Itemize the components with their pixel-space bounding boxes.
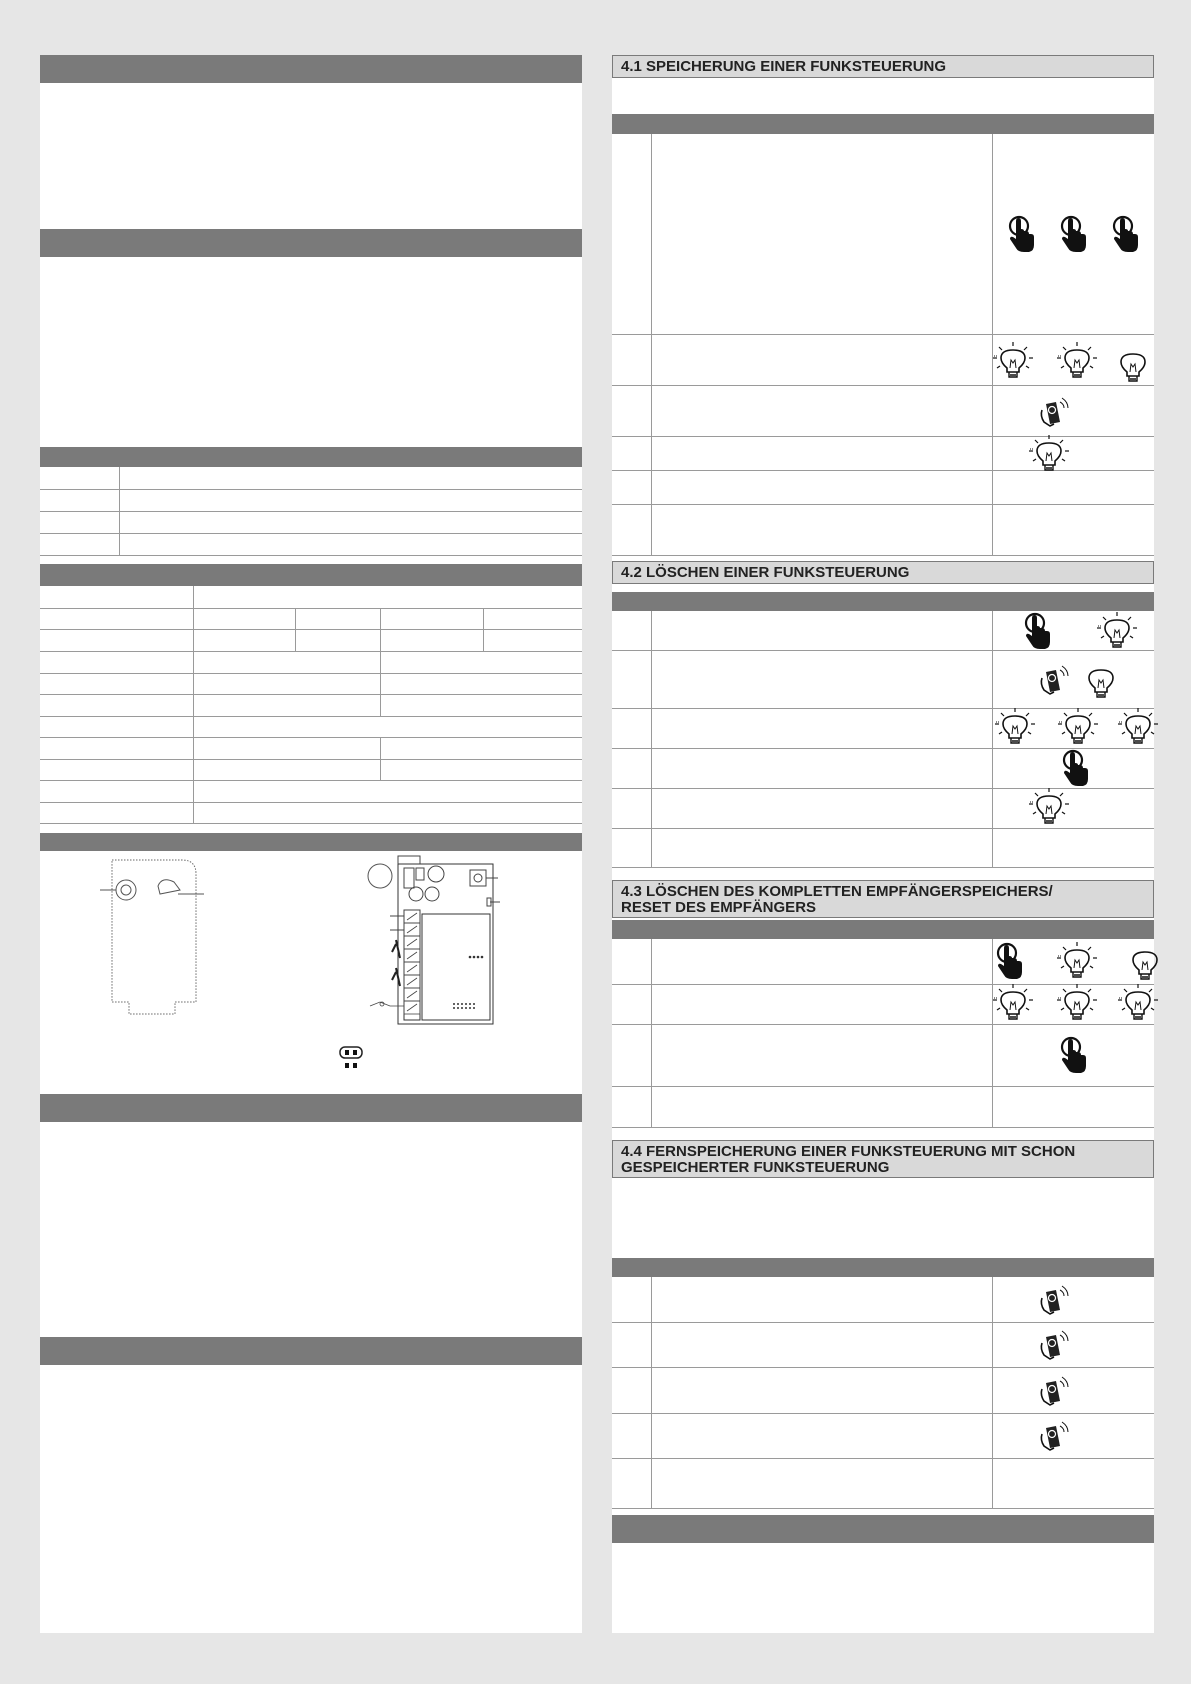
section-4-1-title: 4.1 SPEICHERUNG EINER FUNKSTEUERUNG bbox=[612, 55, 1154, 78]
led-bulb-icon bbox=[995, 710, 1035, 750]
left-section-bar-4 bbox=[40, 1337, 582, 1365]
led-bulb-icon bbox=[1097, 614, 1137, 654]
led-bulb-icon bbox=[1029, 437, 1069, 477]
table-4-1-header bbox=[612, 114, 1154, 134]
hand-press-icon bbox=[1111, 215, 1145, 255]
led-bulb-icon bbox=[1113, 348, 1153, 388]
section-4-3-title bbox=[612, 880, 1154, 918]
left-figure-header bbox=[40, 833, 582, 851]
section-4-2-title: 4.2 LÖSCHEN EINER FUNKSTEUERUNG bbox=[612, 561, 1154, 584]
receiver-board-drawing bbox=[360, 854, 500, 1024]
remote-control-icon bbox=[1040, 396, 1070, 430]
remote-control-icon bbox=[1040, 1375, 1070, 1409]
table-4-2-header bbox=[612, 592, 1154, 611]
left-section-bar-3 bbox=[40, 1094, 582, 1122]
hand-press-icon bbox=[1007, 215, 1041, 255]
led-bulb-icon bbox=[993, 986, 1033, 1026]
led-bulb-icon bbox=[1081, 664, 1121, 704]
hand-press-icon bbox=[1059, 1036, 1093, 1076]
section-4-3-title-line2: RESET DES EMPFÄNGERS bbox=[621, 899, 817, 916]
table-4-3-header bbox=[612, 920, 1154, 939]
right-column bbox=[612, 55, 1154, 1633]
hand-press-icon bbox=[995, 942, 1029, 982]
led-bulb-icon bbox=[1057, 986, 1097, 1026]
led-bulb-icon bbox=[1057, 944, 1097, 984]
led-bulb-icon bbox=[1118, 986, 1158, 1026]
led-bulb-icon bbox=[1118, 710, 1158, 750]
led-bulb-icon bbox=[1058, 710, 1098, 750]
receiver-housing-drawing bbox=[100, 860, 210, 1020]
section-4-4-title-line1: 4.4 FERNSPEICHERUNG EINER FUNKSTEUERUNG MIT SCHON bbox=[621, 1143, 1076, 1160]
hand-press-icon bbox=[1061, 749, 1095, 789]
left-section-bar-1 bbox=[40, 55, 582, 83]
section-4-3-title-line1: 4.3 LÖSCHEN DES KOMPLETTEN EMPFÄNGERSPEICHERS/ bbox=[621, 883, 1053, 900]
led-bulb-icon bbox=[1057, 344, 1097, 384]
section-4-4-title bbox=[612, 1140, 1154, 1178]
table-4-4-header bbox=[612, 1258, 1154, 1277]
hand-press-icon bbox=[1059, 215, 1093, 255]
right-section-bar-bottom bbox=[612, 1515, 1154, 1543]
section-4-4-title-line2: GESPEICHERTER FUNKSTEUERUNG bbox=[621, 1159, 890, 1176]
jumper-icon bbox=[338, 1046, 366, 1074]
led-bulb-icon bbox=[993, 344, 1033, 384]
remote-control-icon bbox=[1040, 1284, 1070, 1318]
remote-control-icon bbox=[1040, 1329, 1070, 1363]
left-table2-header bbox=[40, 564, 582, 586]
remote-control-icon bbox=[1040, 1420, 1070, 1454]
left-table1-header bbox=[40, 447, 582, 467]
led-bulb-icon bbox=[1029, 790, 1069, 830]
led-bulb-icon bbox=[1125, 946, 1165, 986]
hand-press-icon bbox=[1023, 612, 1057, 652]
left-section-bar-2 bbox=[40, 229, 582, 257]
remote-control-icon bbox=[1040, 664, 1070, 698]
